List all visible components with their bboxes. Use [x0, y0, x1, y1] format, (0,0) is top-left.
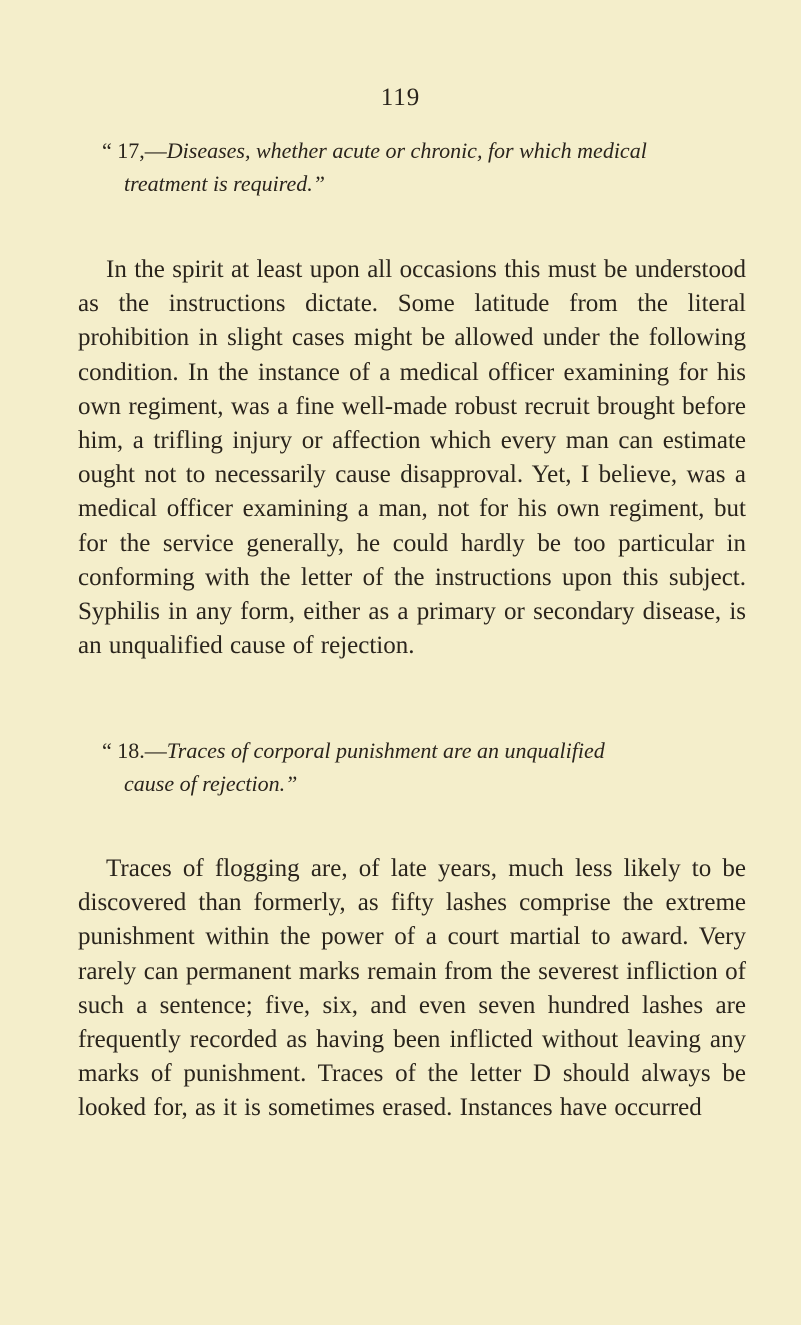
page-number: 119	[380, 84, 421, 111]
section-number-17: “ 17,—	[102, 138, 167, 163]
section-heading-18	[102, 734, 742, 800]
section-title-18-line1: Traces of corporal punishment are an unqualified	[166, 738, 605, 763]
section-title-17-line2: treatment is required.”	[124, 171, 326, 196]
section-title-17-line1: Diseases, whether acute or chronic, for which medical	[166, 138, 647, 163]
body-paragraph-18: Traces of flogging are, of late years, much less likely to be discovered than formerly, as fifty lashes comprise the extreme punishment within the power of a court martial to award. Very rarely can permanent marks remain from the severest infliction of such a sentence; five, six, and even seven hundred lashes are frequently recorded as having been inflicted without leaving any marks of punishment. Traces of the letter D should always be looked for, as it is sometimes erased. Instances have occurred	[78, 855, 746, 1122]
section-number-18: “ 18.—	[102, 738, 167, 763]
body-paragraph-17: In the spirit at least upon all occasions this must be understood as the instructions dictate. Some latitude from the literal prohibition in slight cases might be allowed under the following condition. In the instance of a medical officer examining for his own regiment, was a fine well-made robust recruit brought before him, a trifling injury or affection which every man can estimate ought not to necessarily cause disapproval. Yet, I believe, was a medical officer examining a man, not for his own regiment, but for the service generally, he could hardly be too particular in conforming with the letter of the instructions upon this subject. Syphilis in any form, either as a primary or secondary disease, is an unqualified cause of rejection.	[78, 256, 746, 660]
section-title-18-line2: cause of rejection.”	[124, 771, 298, 796]
section-heading-17	[102, 134, 742, 200]
